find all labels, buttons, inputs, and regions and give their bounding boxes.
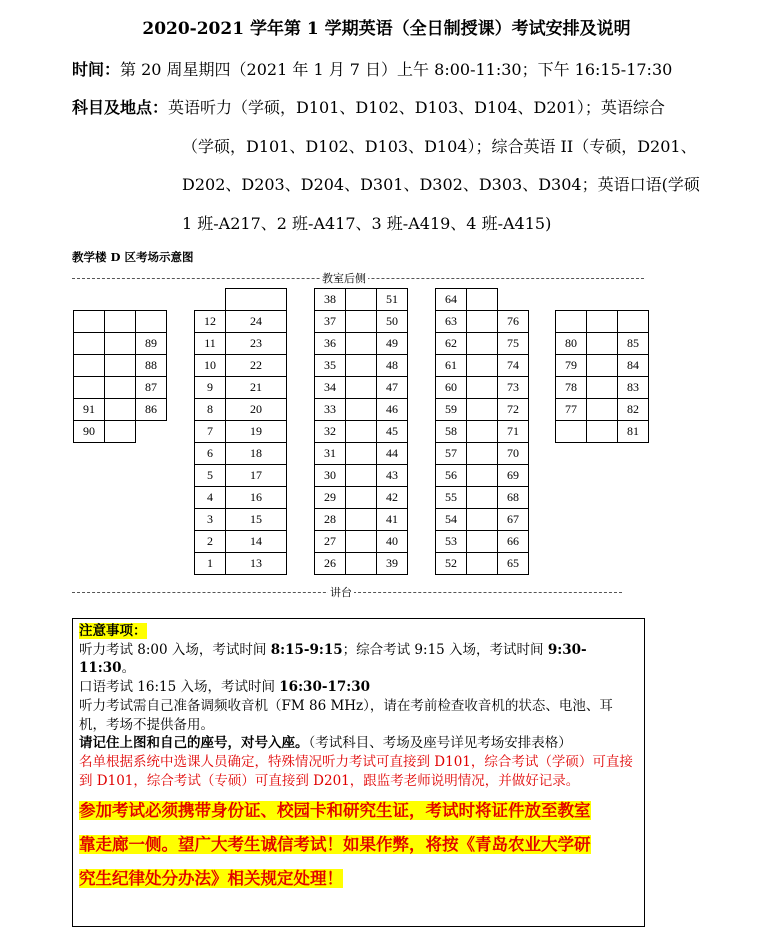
seat-cell: 17 xyxy=(226,465,287,487)
seat-cell: 13 xyxy=(226,553,287,575)
seat-cell xyxy=(346,465,377,487)
seat-cell: 10 xyxy=(195,355,226,377)
seat-cell: 47 xyxy=(377,377,408,399)
seat-cell xyxy=(136,311,167,333)
seat-row xyxy=(315,553,408,575)
seat-row xyxy=(315,421,408,443)
seat-cell: 90 xyxy=(74,421,105,443)
seat-cell: 73 xyxy=(498,377,529,399)
seat-cell: 19 xyxy=(226,421,287,443)
seat-cell xyxy=(618,311,649,333)
exam-time xyxy=(72,57,672,80)
seat-row xyxy=(315,333,408,355)
page-title: 2020-2021 学年第 1 学期英语（全日制授课）考试安排及说明 xyxy=(142,19,631,39)
seat-cell xyxy=(74,311,105,333)
seat-cell: 44 xyxy=(377,443,408,465)
seat-cell xyxy=(467,399,498,421)
seat-cell: 64 xyxy=(436,289,467,311)
seat-row xyxy=(436,443,529,465)
seat-row xyxy=(195,421,287,443)
seat-cell: 35 xyxy=(315,355,346,377)
seat-cell xyxy=(498,289,529,311)
seat-cell xyxy=(467,487,498,509)
seat-cell xyxy=(587,355,618,377)
seat-cell xyxy=(105,421,136,443)
seat-row xyxy=(436,531,529,553)
seat-cell xyxy=(467,311,498,333)
seat-cell: 24 xyxy=(226,311,287,333)
subjects-line-3: D202、D203、D204、D301、D302、D303、D304；英语口语(学硕 xyxy=(182,175,700,194)
seat-row xyxy=(74,311,167,333)
seat-block-c xyxy=(435,288,529,575)
notes-heading: 注意事项： xyxy=(79,623,147,639)
seat-row xyxy=(315,487,408,509)
seat-row xyxy=(436,399,529,421)
seat-cell: 3 xyxy=(195,509,226,531)
seat-block-right xyxy=(555,310,649,443)
seat-row xyxy=(556,399,649,421)
seat-cell xyxy=(346,289,377,311)
seat-cell xyxy=(346,399,377,421)
seat-row xyxy=(436,421,529,443)
seat-cell: 83 xyxy=(618,377,649,399)
seat-cell xyxy=(226,289,287,311)
seat-block-a xyxy=(194,288,287,575)
seat-cell: 26 xyxy=(315,553,346,575)
subjects-label: 科目及地点： xyxy=(72,98,169,117)
seat-cell: 72 xyxy=(498,399,529,421)
subjects-line-1 xyxy=(72,95,665,118)
seat-cell: 33 xyxy=(315,399,346,421)
seat-cell xyxy=(346,531,377,553)
note-text: 口语考试 16:15 入场，考试时间 xyxy=(79,679,280,696)
seat-row xyxy=(315,443,408,465)
seat-cell: 20 xyxy=(226,399,287,421)
note-text: 听力考试 8:00 入场，考试时间 xyxy=(79,641,271,658)
seat-cell: 8 xyxy=(195,399,226,421)
seat-row xyxy=(315,355,408,377)
seat-cell: 29 xyxy=(315,487,346,509)
seat-row xyxy=(556,311,649,333)
seat-cell xyxy=(346,509,377,531)
seat-cell xyxy=(467,333,498,355)
seat-cell: 43 xyxy=(377,465,408,487)
seat-cell: 75 xyxy=(498,333,529,355)
seat-cell: 52 xyxy=(436,553,467,575)
seat-cell: 32 xyxy=(315,421,346,443)
seat-row xyxy=(74,355,167,377)
note-time: 9:30-11:30 xyxy=(79,641,587,677)
seat-cell xyxy=(467,355,498,377)
seat-cell xyxy=(467,377,498,399)
seat-cell xyxy=(74,377,105,399)
seat-cell: 63 xyxy=(436,311,467,333)
seat-cell: 54 xyxy=(436,509,467,531)
seat-row xyxy=(556,377,649,399)
seat-cell: 56 xyxy=(436,465,467,487)
seat-row xyxy=(195,553,287,575)
seat-cell xyxy=(587,421,618,443)
note-seat xyxy=(73,734,644,753)
seat-cell: 55 xyxy=(436,487,467,509)
seat-cell: 57 xyxy=(436,443,467,465)
seat-row xyxy=(436,509,529,531)
note-radio: 听力考试需自己准备调频收音机（FM 86 MHz），请在考前检查收音机的状态、电池、耳机，考场不提供备用。 xyxy=(79,697,613,733)
seat-cell: 51 xyxy=(377,289,408,311)
seat-cell xyxy=(467,509,498,531)
seat-row xyxy=(195,465,287,487)
seat-cell: 89 xyxy=(136,333,167,355)
seat-cell: 65 xyxy=(498,553,529,575)
diagram-caption: 教学楼 D 区考场示意图 xyxy=(72,250,194,264)
seat-cell: 82 xyxy=(618,399,649,421)
seat-row xyxy=(315,377,408,399)
seat-cell: 37 xyxy=(315,311,346,333)
seat-cell: 46 xyxy=(377,399,408,421)
seat-cell: 88 xyxy=(136,355,167,377)
seat-cell: 12 xyxy=(195,311,226,333)
seat-row xyxy=(195,355,287,377)
seat-row xyxy=(195,377,287,399)
seat-cell xyxy=(105,311,136,333)
seat-row xyxy=(436,333,529,355)
seat-cell: 45 xyxy=(377,421,408,443)
seat-cell: 4 xyxy=(195,487,226,509)
seat-cell: 78 xyxy=(556,377,587,399)
seat-cell xyxy=(74,333,105,355)
seat-row xyxy=(556,355,649,377)
seat-cell xyxy=(467,465,498,487)
seat-cell: 76 xyxy=(498,311,529,333)
seat-cell xyxy=(105,355,136,377)
seat-cell: 6 xyxy=(195,443,226,465)
seat-cell xyxy=(74,355,105,377)
seat-cell: 2 xyxy=(195,531,226,553)
seat-cell: 21 xyxy=(226,377,287,399)
warning-line: 究生纪律处分办法》相关规定处理！ xyxy=(79,869,343,889)
seat-cell xyxy=(105,377,136,399)
note-text: （考试科目、考场及座号详见考场安排表格） xyxy=(308,735,572,752)
seat-cell xyxy=(346,311,377,333)
seat-cell xyxy=(346,487,377,509)
seat-cell xyxy=(587,311,618,333)
seat-cell: 22 xyxy=(226,355,287,377)
seat-cell: 30 xyxy=(315,465,346,487)
seat-row xyxy=(315,531,408,553)
note-time: 8:15-9:15 xyxy=(270,641,343,658)
seat-row xyxy=(74,377,167,399)
seat-cell: 87 xyxy=(136,377,167,399)
seat-cell: 59 xyxy=(436,399,467,421)
subjects-line-2: （学硕，D101、D102、D103、D104）；综合英语 II（专硕，D201、 xyxy=(182,137,697,156)
seat-cell: 60 xyxy=(436,377,467,399)
warning-line: 参加考试必须携带身份证、校园卡和研究生证，考试时将证件放至教室 xyxy=(79,801,591,821)
seat-cell xyxy=(195,289,226,311)
seat-row xyxy=(195,487,287,509)
seat-cell xyxy=(346,333,377,355)
note-oral xyxy=(73,678,644,697)
seat-cell: 39 xyxy=(377,553,408,575)
seat-row xyxy=(436,355,529,377)
seat-cell: 80 xyxy=(556,333,587,355)
seat-cell: 40 xyxy=(377,531,408,553)
seat-cell: 42 xyxy=(377,487,408,509)
seat-row xyxy=(436,289,529,311)
seat-cell: 85 xyxy=(618,333,649,355)
seat-cell: 7 xyxy=(195,421,226,443)
seat-row xyxy=(315,399,408,421)
seat-cell: 18 xyxy=(226,443,287,465)
seat-cell: 50 xyxy=(377,311,408,333)
seat-row xyxy=(436,487,529,509)
seat-row xyxy=(315,289,408,311)
seat-row xyxy=(315,509,408,531)
warning-line: 靠走廊一侧。望广大考生诚信考试！如果作弊，将按《青岛农业大学研 xyxy=(79,835,591,855)
seat-row xyxy=(436,465,529,487)
notes-box xyxy=(72,618,645,927)
seat-cell xyxy=(346,421,377,443)
seat-cell: 11 xyxy=(195,333,226,355)
seat-cell xyxy=(467,531,498,553)
seat-cell: 38 xyxy=(315,289,346,311)
seat-cell: 69 xyxy=(498,465,529,487)
seat-row xyxy=(315,311,408,333)
front-label: 讲台 xyxy=(330,586,352,599)
seat-cell: 53 xyxy=(436,531,467,553)
subjects-line-4: 1 班-A217、2 班-A417、3 班-A419、4 班-A415) xyxy=(182,214,552,233)
seat-row xyxy=(436,377,529,399)
seat-cell xyxy=(105,333,136,355)
seat-row xyxy=(436,553,529,575)
time-value: 第 20 周星期四（2021 年 1 月 7 日）上午 8:00-11:30；下午 16:15-17:30 xyxy=(120,60,673,79)
seat-cell xyxy=(556,311,587,333)
seat-cell: 86 xyxy=(136,399,167,421)
seat-cell: 74 xyxy=(498,355,529,377)
seat-cell: 9 xyxy=(195,377,226,399)
seat-cell: 58 xyxy=(436,421,467,443)
note-text: 。 xyxy=(121,660,136,677)
seat-cell xyxy=(346,355,377,377)
note-seat-bold: 请记住上图和自己的座号，对号入座。 xyxy=(79,735,309,752)
seat-row xyxy=(195,509,287,531)
seat-row xyxy=(195,311,287,333)
seat-cell xyxy=(346,443,377,465)
seat-cell: 41 xyxy=(377,509,408,531)
seat-cell: 48 xyxy=(377,355,408,377)
seat-cell xyxy=(467,289,498,311)
note-time: 16:30-17:30 xyxy=(279,679,370,696)
note-listening xyxy=(73,641,644,678)
seat-row xyxy=(556,421,649,443)
seat-cell: 1 xyxy=(195,553,226,575)
seat-cell: 36 xyxy=(315,333,346,355)
seat-row xyxy=(436,311,529,333)
time-label: 时间： xyxy=(72,60,121,79)
seat-cell: 61 xyxy=(436,355,467,377)
seat-cell: 49 xyxy=(377,333,408,355)
seat-cell xyxy=(467,553,498,575)
seat-cell: 79 xyxy=(556,355,587,377)
seat-cell: 23 xyxy=(226,333,287,355)
seat-cell: 81 xyxy=(618,421,649,443)
seat-cell xyxy=(346,553,377,575)
seat-cell xyxy=(467,421,498,443)
seat-row xyxy=(195,289,287,311)
seat-cell: 27 xyxy=(315,531,346,553)
seat-cell xyxy=(587,333,618,355)
seat-cell xyxy=(467,443,498,465)
seat-row xyxy=(556,333,649,355)
seat-cell xyxy=(587,399,618,421)
seat-cell: 14 xyxy=(226,531,287,553)
seat-cell: 91 xyxy=(74,399,105,421)
seat-cell: 16 xyxy=(226,487,287,509)
note-text: ；综合考试 9:15 入场，考试时间 xyxy=(342,641,548,658)
seat-cell: 62 xyxy=(436,333,467,355)
seat-block-b xyxy=(314,288,408,575)
note-warning xyxy=(73,790,644,896)
seat-cell: 70 xyxy=(498,443,529,465)
seat-cell: 71 xyxy=(498,421,529,443)
seat-row xyxy=(315,465,408,487)
seat-row xyxy=(74,333,167,355)
seat-cell: 28 xyxy=(315,509,346,531)
seat-cell xyxy=(105,399,136,421)
seat-cell xyxy=(346,377,377,399)
seat-row xyxy=(195,333,287,355)
seat-cell: 66 xyxy=(498,531,529,553)
seat-block-left xyxy=(73,310,167,443)
seat-cell: 31 xyxy=(315,443,346,465)
seat-row xyxy=(195,399,287,421)
seat-cell: 68 xyxy=(498,487,529,509)
seat-cell: 15 xyxy=(226,509,287,531)
seat-cell: 77 xyxy=(556,399,587,421)
seat-cell: 84 xyxy=(618,355,649,377)
subjects-text: 英语听力（学硕，D101、D102、D103、D104、D201）；英语综合 xyxy=(168,98,665,117)
back-label: 教室后侧 xyxy=(322,272,366,285)
seat-cell xyxy=(136,421,167,443)
seat-row xyxy=(74,421,167,443)
note-special: 名单根据系统中选课人员确定，特殊情况听力考试可直接到 D101，综合考试（学硕）可直接到 D101，综合考试（专硕）可直接到 D201，跟监考老师说明情况，并做好记录。 xyxy=(79,753,633,789)
seat-row xyxy=(195,443,287,465)
seat-row xyxy=(195,531,287,553)
seat-cell: 5 xyxy=(195,465,226,487)
seat-row xyxy=(74,399,167,421)
seat-cell xyxy=(556,421,587,443)
seat-cell: 34 xyxy=(315,377,346,399)
seat-cell: 67 xyxy=(498,509,529,531)
seat-cell xyxy=(587,377,618,399)
